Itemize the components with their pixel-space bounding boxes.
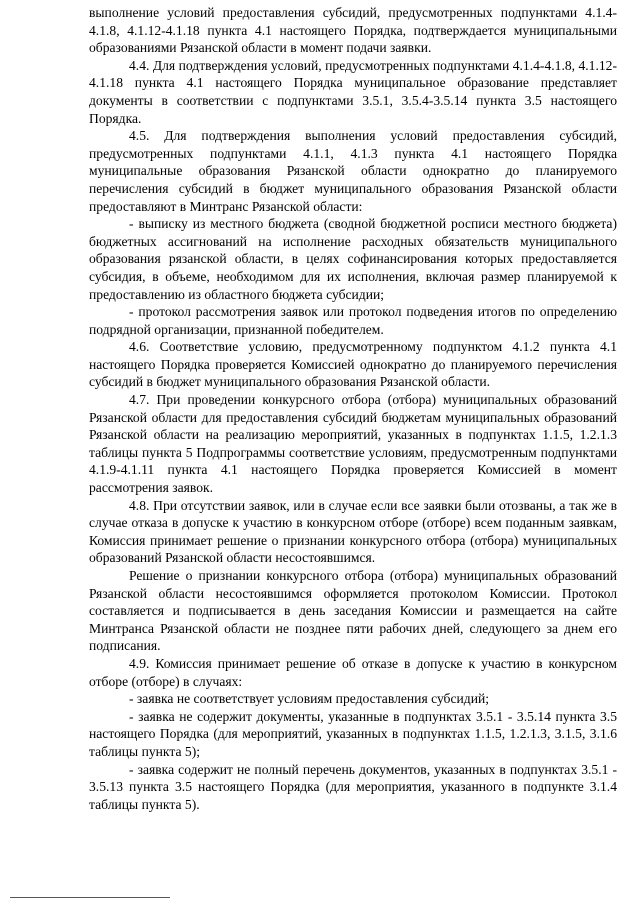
paragraph-4-5: 4.5. Для подтверждения выполнения условий предоставления субсидий, предусмотренных подпунктами 4.1.1, 4.1.3 пункта 4.1 настоящего Порядка муниципальные образования Рязанской области однократно до планируемого перечисления субсидий в бюджет муниципального образования Рязанской области предоставляют в Минтранс Рязанской области: xyxy=(89,128,617,214)
paragraph-4-7: 4.7. При проведении конкурсного отбора (отбора) муниципальных образований Рязанской области для предоставления субсидий бюджетам муниципальных образований Рязанской области на реализацию мероприятий, указанных в подпунктах 1.1.5, 1.2.1.3 таблицы пункта 5 Подпрограммы соответствие условиям, предусмотренным подпунктами 4.1.9-4.1.11 пункта 4.1 настоящего Порядка проверяется Комиссией в момент рассмотрения заявок. xyxy=(89,392,617,496)
footer-divider xyxy=(10,897,170,898)
paragraph-4-6: 4.6. Соответствие условию, предусмотренному подпунктом 4.1.2 пункта 4.1 настоящего Порядка проверяется Комиссией однократно до планируемого перечисления субсидий в бюджет муниципального образования Рязанской области. xyxy=(89,339,617,390)
paragraph-decision: Решение о признании конкурсного отбора (отбора) муниципальных образований Рязанской области несостоявшимся оформляется протоколом Комиссии. Протокол составляется и подписывается в день заседания Комиссии и размещается на сайте Минтранса Рязанской области не позднее пяти рабочих дней, следующего за днем его подписания. xyxy=(89,568,617,654)
list-item-conditions: - заявка не соответствует условиям предоставления субсидий; xyxy=(129,691,490,707)
paragraph-4-8: 4.8. При отсутствии заявок, или в случае если все заявки были отозваны, а так же в случае отказа в допуске к участию в конкурсном отборе (отборе) всем поданным заявкам, Комиссия принимает решение о признании конкурсного отбора (отбора) муниципальных образований Рязанской области несостоявшимся. xyxy=(89,497,617,566)
document-body xyxy=(89,4,617,813)
paragraph-4-9: 4.9. Комиссия принимает решение об отказе в допуске к участию в конкурсном отборе (отборе) в случаях: xyxy=(89,655,617,689)
list-item-protocol: - протокол рассмотрения заявок или протокол подведения итогов по определению подрядной организации, признанной победителем. xyxy=(89,304,617,337)
list-item-missing-documents: - заявка не содержит документы, указанные в подпунктах 3.5.1 - 3.5.14 пункта 3.5 настоящего Порядка (для мероприятий, указанных в подпунктах 1.1.5, 1.2.1.3, 3.1.5, 3.1.6 таблицы пункта 5); xyxy=(89,708,617,759)
list-item-budget-extract: - выписку из местного бюджета (сводной бюджетной росписи местного бюджета) бюджетных ассигнований на исполнение расходных обязательств муниципального образования рязанской области, в целях софинансирования которых предоставляется субсидия, в объеме, необходимом для их исполнения, включая размер планируемой к предоставлению из областного бюджета субсидии; xyxy=(89,216,617,302)
paragraph-continuation: выполнение условий предоставления субсидий, предусмотренных подпунктами 4.1.4-4.1.8, 4.1.12-4.1.18 пункта 4.1 настоящего Порядка, подтверждается муниципальными образованиями Рязанской области в момент подачи заявки. xyxy=(89,5,617,56)
paragraph-4-4: 4.4. Для подтверждения условий, предусмотренных подпунктами 4.1.4-4.1.8, 4.1.12-4.1.18 пункта 4.1 настоящего Порядка муниципальное образование представляет документы в соответствии с подпунктами 3.5.1, 3.5.4-3.5.14 пункта 3.5 настоящего Порядка. xyxy=(89,57,617,126)
list-item-incomplete-documents: - заявка содержит не полный перечень документов, указанных в подпунктах 3.5.1 - 3.5.13 пункта 3.5 настоящего Порядка (для мероприятия, указанного в подпункте 3.1.4 таблицы пункта 5). xyxy=(89,761,617,812)
